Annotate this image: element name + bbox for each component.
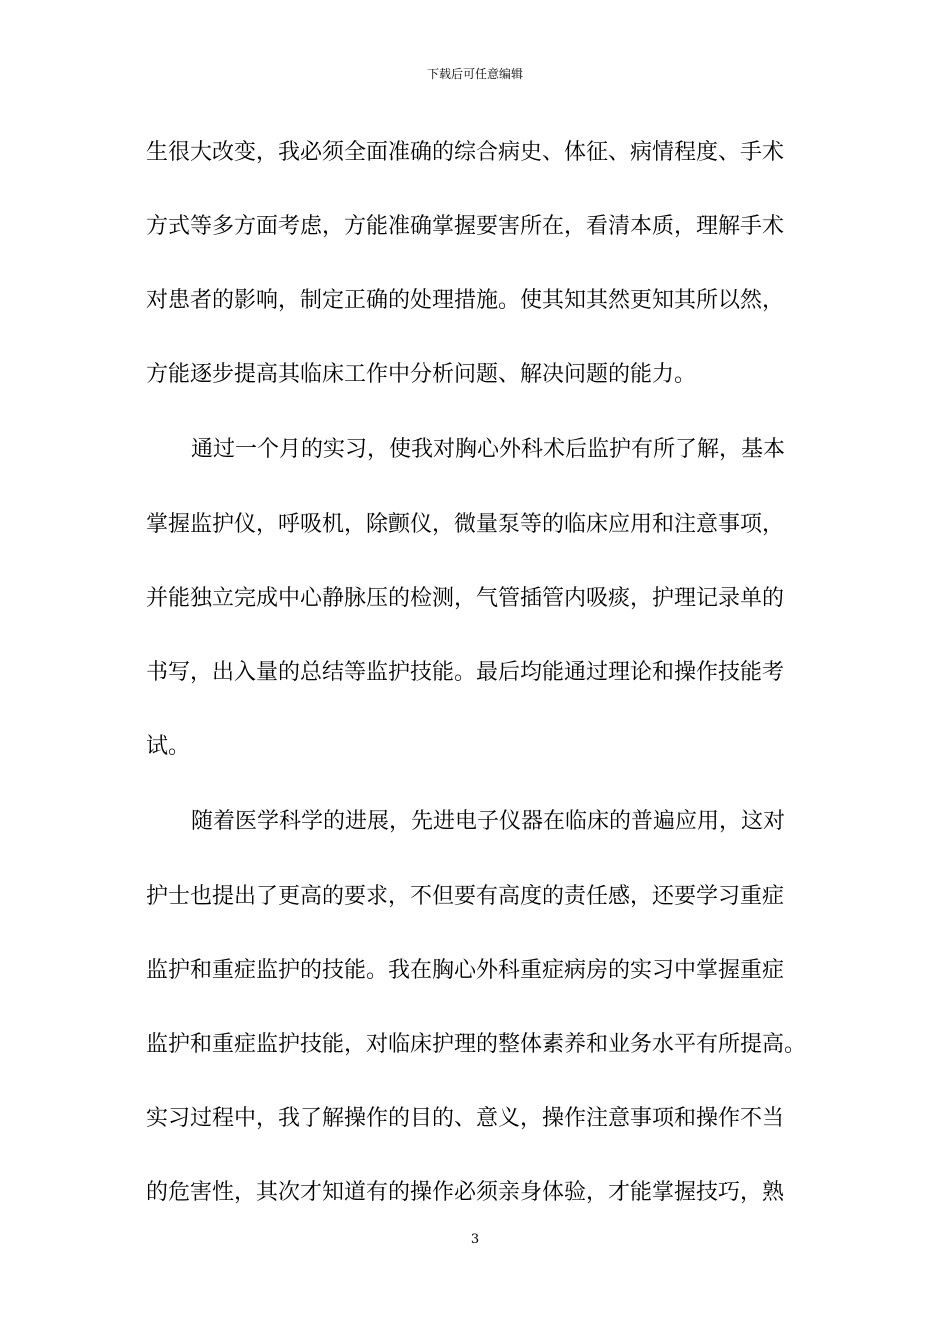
page-number: 3 [470,1232,480,1247]
text-line: 方能逐步提高其临床工作中分析问题、解决问题的能力。 [146,362,697,387]
text-line: 方式等多方面考虑，方能准确掌握要害所在，看清本质，理解手术 [146,214,785,239]
text-line: 监护和重症监护的技能。我在胸心外科重症病房的实习中掌握重症 [146,958,785,983]
text-line: 的危害性，其次才知道有的操作必须亲身体验，才能掌握技巧，熟 [146,1180,785,1205]
text-line: 并能独立完成中心静脉压的检测，气管插管内吸痰，护理记录单的 [146,586,785,611]
text-line: 实习过程中，我了解操作的目的、意义，操作注意事项和操作不当 [146,1106,785,1131]
text-line: 生很大改变，我必须全面准确的综合病史、体征、病情程度、手术 [146,140,785,165]
text-line: 试。 [146,734,191,759]
text-line: 随着医学科学的进展，先进电子仪器在临床的普遍应用，这对 [191,809,786,834]
text-line: 书写，出入量的总结等监护技能。最后均能通过理论和操作技能考 [146,660,785,685]
text-line: 通过一个月的实习，使我对胸心外科术后监护有所了解，基本 [191,437,786,462]
text-line: 监护和重症监护技能，对临床护理的整体素养和业务水平有所提高。 [146,1032,807,1057]
text-line: 对患者的影响，制定正确的处理措施。使其知其然更知其所以然， [146,288,785,313]
text-line: 掌握监护仪，呼吸机，除颤仪，微量泵等的临床应用和注意事项， [146,512,785,537]
page-header: 下载后可任意编辑 [426,67,523,81]
text-line: 护士也提出了更高的要求，不但要有高度的责任感，还要学习重症 [146,884,785,909]
